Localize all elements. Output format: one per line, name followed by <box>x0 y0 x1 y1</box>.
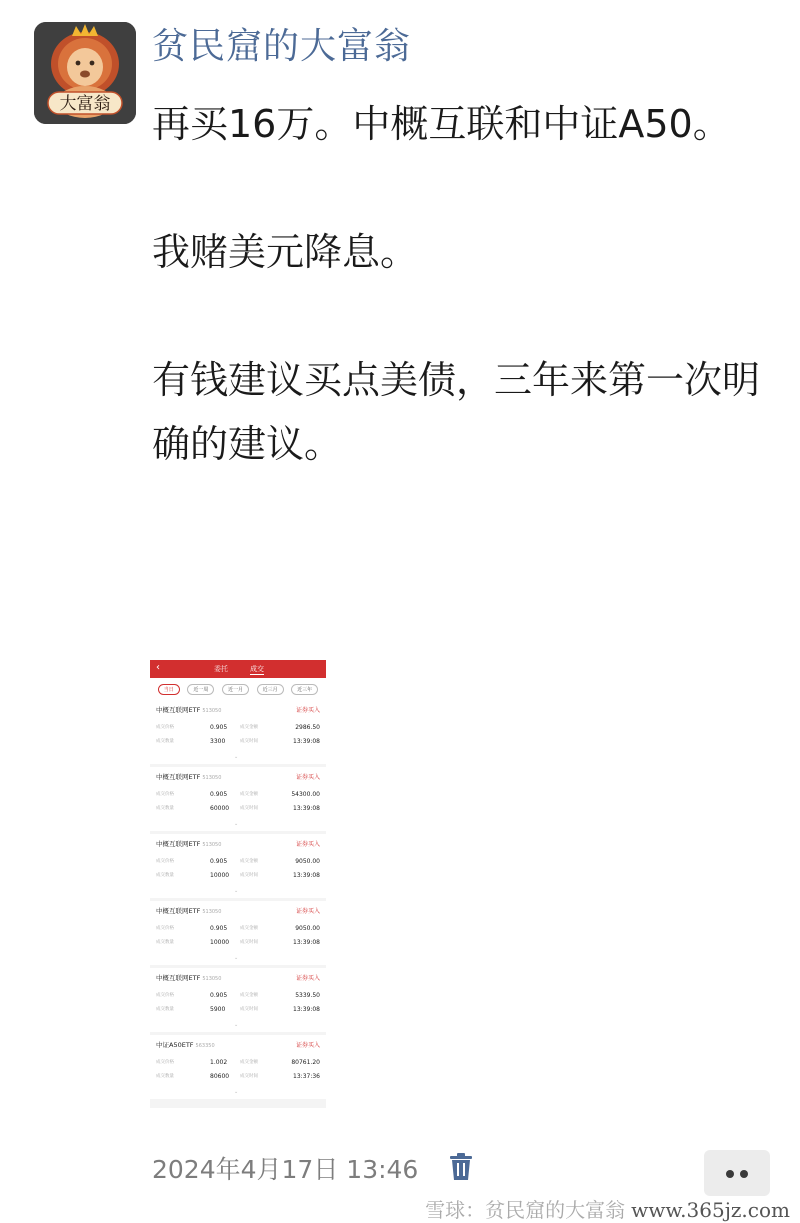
filter-week: 近一周 <box>187 684 214 695</box>
expand-chevron-icon: ⌄ <box>234 754 239 760</box>
trade-fund-name: 中概互联网ETF <box>156 773 201 781</box>
trade-code: 513050 <box>202 842 222 848</box>
trade-quantity: 3300 <box>210 738 226 745</box>
trade-card[interactable] <box>150 834 326 898</box>
svg-text:大富翁: 大富翁 <box>59 94 111 114</box>
screenshot-header <box>150 660 326 678</box>
trade-row-price <box>156 724 320 732</box>
label-price: 成交价格 <box>156 725 174 730</box>
label-price: 成交价格 <box>156 926 174 931</box>
trade-code: 563350 <box>195 1043 215 1049</box>
trade-card[interactable] <box>150 901 326 965</box>
back-arrow-icon: ‹ <box>156 662 160 673</box>
label-quantity: 成交数量 <box>156 1007 174 1012</box>
trade-action: 证券买入 <box>295 908 320 915</box>
label-quantity: 成交数量 <box>156 1074 174 1079</box>
trade-card[interactable] <box>150 1035 326 1099</box>
label-price: 成交价格 <box>156 792 174 797</box>
date-filters <box>150 678 326 700</box>
filter-today: 当日 <box>158 684 180 695</box>
tab-trades: 成交 <box>250 665 264 673</box>
label-amount: 成交金额 <box>240 1060 258 1065</box>
trade-card[interactable] <box>150 968 326 1032</box>
trade-fund-name: 中概互联网ETF <box>156 840 201 848</box>
label-amount: 成交金额 <box>240 993 258 998</box>
trade-action: 证券买入 <box>295 707 320 714</box>
trade-row-quantity <box>156 1006 320 1014</box>
trade-row-price <box>156 791 320 799</box>
post-timestamp: 2024年4月17日 13:46 <box>152 1155 419 1184</box>
lion-avatar-icon <box>34 22 136 124</box>
trade-row-quantity <box>156 805 320 813</box>
trade-action: 证券买入 <box>295 1042 320 1049</box>
trade-screenshot[interactable] <box>150 660 326 1108</box>
trade-name <box>156 839 221 848</box>
more-dots-icon <box>726 1170 734 1178</box>
expand-chevron-icon: ⌄ <box>234 821 239 827</box>
watermark-text: 雪球：贫民窟的大富翁 <box>425 1198 626 1222</box>
filter-three-months: 近三月 <box>257 684 284 695</box>
avatar[interactable] <box>34 22 136 124</box>
trade-action: 证券买入 <box>295 841 320 848</box>
trade-time: 13:39:08 <box>293 939 320 946</box>
label-quantity: 成交数量 <box>156 806 174 811</box>
expand-chevron-icon: ⌄ <box>234 955 239 961</box>
trade-time: 13:39:08 <box>293 805 320 812</box>
trade-price: 0.905 <box>210 858 228 865</box>
trade-time: 13:39:08 <box>293 1006 320 1013</box>
trade-name <box>156 973 221 982</box>
label-price: 成交价格 <box>156 993 174 998</box>
label-time: 成交时间 <box>240 739 258 744</box>
filter-month: 近一月 <box>222 684 249 695</box>
post-paragraph-1: 再买16万。中概互联和中证A50。 <box>152 102 731 146</box>
trade-fund-name: 中概互联网ETF <box>156 907 201 915</box>
trade-time: 13:39:08 <box>293 738 320 745</box>
trade-row-quantity <box>156 738 320 746</box>
trade-amount: 2986.50 <box>295 724 320 731</box>
trade-code: 513050 <box>202 976 222 982</box>
label-price: 成交价格 <box>156 859 174 864</box>
label-time: 成交时间 <box>240 1007 258 1012</box>
author-name[interactable]: 贫民窟的大富翁 <box>152 26 412 67</box>
expand-chevron-icon: ⌄ <box>234 1022 239 1028</box>
trade-row-price <box>156 1059 320 1067</box>
trade-card[interactable] <box>150 700 326 764</box>
expand-chevron-icon: ⌄ <box>234 888 239 894</box>
label-quantity: 成交数量 <box>156 940 174 945</box>
label-time: 成交时间 <box>240 940 258 945</box>
trade-action: 证券买入 <box>295 774 320 781</box>
trade-name <box>156 705 221 714</box>
filter-three-years: 近三年 <box>291 684 318 695</box>
trade-quantity: 60000 <box>210 805 230 812</box>
trade-fund-name: 中证A50ETF <box>156 1041 194 1049</box>
trade-list <box>150 700 326 1099</box>
trade-card[interactable] <box>150 767 326 831</box>
trade-amount: 9050.00 <box>295 858 320 865</box>
trade-price: 1.002 <box>210 1059 228 1066</box>
trash-icon[interactable] <box>448 1152 474 1182</box>
trade-amount: 54300.00 <box>291 791 320 798</box>
trade-quantity: 10000 <box>210 872 230 879</box>
trade-row-quantity <box>156 872 320 880</box>
trade-price: 0.905 <box>210 925 228 932</box>
post-paragraph-2: 我赌美元降息。 <box>152 230 419 274</box>
trade-row-price <box>156 992 320 1000</box>
trade-code: 513050 <box>202 708 222 714</box>
trade-name <box>156 772 221 781</box>
more-dots-icon-dot <box>740 1170 748 1178</box>
trade-name <box>156 1040 215 1049</box>
post-paragraph-3: 有钱建议买点美债，三年来第一次明确的建议。 <box>152 358 761 466</box>
trade-price: 0.905 <box>210 791 228 798</box>
trade-amount: 9050.00 <box>295 925 320 932</box>
label-time: 成交时间 <box>240 873 258 878</box>
trade-row-quantity <box>156 939 320 947</box>
watermark-site: www.365jz.com <box>631 1198 790 1222</box>
label-amount: 成交金额 <box>240 859 258 864</box>
trade-time: 13:39:08 <box>293 872 320 879</box>
trade-code: 513050 <box>202 775 222 781</box>
trade-fund-name: 中概互联网ETF <box>156 706 201 714</box>
label-price: 成交价格 <box>156 1060 174 1065</box>
more-button[interactable] <box>704 1150 770 1196</box>
trade-time: 13:37:36 <box>293 1073 320 1080</box>
trade-code: 513050 <box>202 909 222 915</box>
label-amount: 成交金额 <box>240 792 258 797</box>
trade-row-price <box>156 925 320 933</box>
trade-fund-name: 中概互联网ETF <box>156 974 201 982</box>
label-time: 成交时间 <box>240 806 258 811</box>
trade-quantity: 10000 <box>210 939 230 946</box>
tab-orders: 委托 <box>214 665 228 673</box>
label-quantity: 成交数量 <box>156 739 174 744</box>
post-text <box>152 92 772 476</box>
trade-name <box>156 906 221 915</box>
trade-action: 证券买入 <box>295 975 320 982</box>
trade-row-quantity <box>156 1073 320 1081</box>
expand-chevron-icon: ⌄ <box>234 1089 239 1095</box>
trade-price: 0.905 <box>210 724 228 731</box>
trade-amount: 5339.50 <box>295 992 320 999</box>
trade-row-price <box>156 858 320 866</box>
trade-price: 0.905 <box>210 992 228 999</box>
trade-amount: 80761.20 <box>291 1059 320 1066</box>
trade-quantity: 80600 <box>210 1073 230 1080</box>
label-amount: 成交金额 <box>240 725 258 730</box>
label-time: 成交时间 <box>240 1074 258 1079</box>
label-quantity: 成交数量 <box>156 873 174 878</box>
trade-quantity: 5900 <box>210 1006 226 1013</box>
label-amount: 成交金额 <box>240 926 258 931</box>
